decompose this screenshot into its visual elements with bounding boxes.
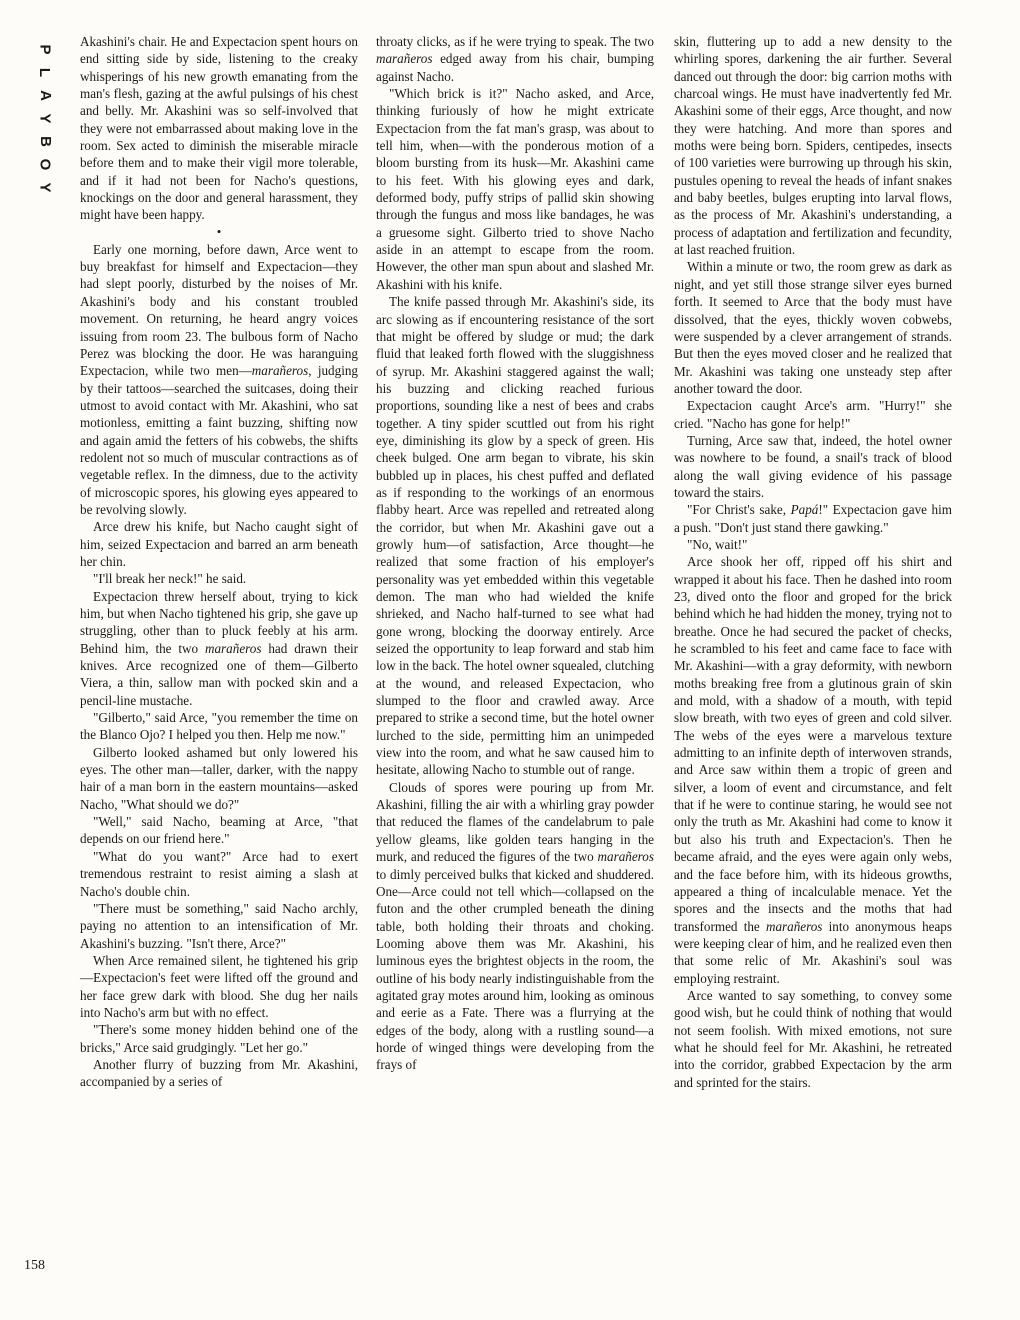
section-break-bullet: • (216, 223, 222, 239)
paragraph: skin, fluttering up to add a new density to the whirling spores, darkening the air further. Several danced out through the door: big carrion moths with charcoal wings. He must have inadvertently fed Mr. Akashini some of their eggs, Arce thought, and now they were hatching. And more than spores and moths were being born. Spiders, centipedes, insects of 100 varieties were burrowing up through his skin, pustules opening to reveal the heads of infant snakes and baby beetles, bulges erupting into larval flows, as the process of Mr. Akashini's understanding, a process of adaptation and fertilization and fecundity, at last reached fruition. (674, 34, 952, 258)
paragraph: The knife passed through Mr. Akashini's side, its arc slowing as if encountering resistance of the sort that might be offered by sludge or mud; the dark fluid that leaked forth flowed with the sluggishness of syrup. Mr. Akashini staggered against the wall; his buzzing and clicking reached furious proportions, sounding like a nest of bees and crabs together. A tiny spider scuttled out from his right eye, diminishing its glow by a speck of green. His cheek bulged. One arm began to vibrate, his skin bubbled up in places, his chest puffed and deflated as if responding to the workings of an enormous flabby heart. Arce was repelled and retreated along the corridor, but when Mr. Akashini gave out a growly hum—of satisfaction, Arce thought—he realized that some fraction of his employer's personality was yet embedded within this vegetable demon. The man who had wielded the knife shrieked, and Nacho half-turned to see what had gone wrong, blocking the doorway entirely. Arce seized the opportunity to leap forward and stab him low in the back. The hotel owner squealed, clutching at the wound, and released Expectacion, who slumped to the floor and crawled away. Arce prepared to strike a second time, but the hotel owner lurched to the side, permitting him an unimpeded view into the room, and what he saw caused him to hesitate, allowing Nacho to stumble out of range. (376, 294, 654, 778)
paragraph: Expectacion threw herself about, trying to kick him, but when Nacho tightened his grip, she gave up struggling, other than to pluck feebly at his arm. Behind him, the two marañeros had drawn their knives. Arce recognized one of them—Gilberto Viera, a thin, sallow man with pocked skin and a pencil-line mustache. (80, 588, 359, 708)
masthead-letter: A (36, 90, 54, 101)
paragraph: "For Christ's sake, Papá!" Expectacion gave him a push. "Don't just stand there gawking." (674, 502, 952, 535)
paragraph: "I'll break her neck!" he said. (93, 571, 247, 587)
paragraph: Gilberto looked ashamed but only lowered his eyes. The other man—taller, darker, with the nappy hair of a man born in the eastern mountains—asked Nacho, "What should we do?" (80, 744, 358, 812)
page-number: 158 (24, 1258, 45, 1273)
paragraph: Arce wanted to say something, to convey some good wish, but he could think of nothing that would not seem foolish. With mixed emotions, not sure what he should feel for Mr. Akashini, he retreated into the corridor, grabbed Expectacion by the arm and sprinted for the stairs. (674, 987, 952, 1090)
masthead-letter: Y (36, 113, 54, 124)
paragraph: Clouds of spores were pouring up from Mr. Akashini, filling the air with a whirling gray powder that reduced the flames of the candelabrum to pale yellow gleams, like golden tears hanging in the murk, and reduced the figures of the two marañeros to dimly perceived bulks that kicked and shuddered. One—Arce could not tell which—collapsed on the futon and the other crumpled beneath the dining table, both holding their throats and choking. Looming above them was Mr. Akashini, his luminous eyes the brightest objects in the room, the outline of his body nearly indistinguishable from the agitated gray motes around him, looking as ominous and eerie as a Fate. There was a flurrying at the edges of the body, along with a rustling sound—a horde of winged things were developing from the frays of (376, 779, 654, 1073)
masthead-letter: Y (36, 182, 54, 193)
masthead-letter: P (36, 44, 54, 55)
paragraph: "Which brick is it?" Nacho asked, and Arce, thinking furiously of how he might extricate Expectacion from the fat man's grasp, was about to tell him, when—with the ponderous motion of a bloom bursting from its husk—Mr. Akashini came to his feet. With his glowing eyes and dark, deformed body, puffy strips of pallid skin showing through the fungus and moss like bandages, he was a gruesome sight. Gilberto tried to shove Nacho aside in an attempt to escape from the room. However, the other man spun about and slashed Mr. Akashini with his knife. (376, 86, 654, 292)
paragraph: When Arce remained silent, he tightened his grip—Expectacion's feet were lifted off the ground and her face grew dark with blood. She dug her nails into Nacho's arm but with no effect. (80, 952, 358, 1020)
paragraph: Early one morning, before dawn, Arce went to buy breakfast for himself and Expectacion—they had slept poorly, disturbed by the noises of Mr. Akashini's body and his constant troubled movement. On returning, he heard angry voices issuing from room 23. The bulbous form of Nacho Perez was blocking the door. He was haranguing Expectacion, while two men—marañeros, judging by their tattoos—searched the suitcases, doing their utmost to avoid contact with Mr. Akashini, who sat motionless, emitting a faint buzzing, shifting now and again amid the fetters of his cobwebs, the shifts redolent not so much of muscular contractions as of vegetable reflex. In the dimness, due to the activity of microscopic spores, his glowing eyes appeared to be revolving slowly. (80, 241, 358, 517)
paragraph: "What do you want?" Arce had to exert tremendous restraint to resist aiming a slash at Nacho's double chin. (80, 848, 358, 899)
masthead-letter: L (36, 67, 54, 78)
paragraph: Akashini's chair. He and Expectacion spent hours on end sitting side by side, listening to the creaky whisperings of his new growth emanating from the man's flesh, gazing at the awful pulsings of his chest and belly. Mr. Akashini was so self-involved that they were not embarrassed about making love in the room. Sex acted to diminish the miserable miracle before them and to make their vigil more tolerable, and if it had not been for Nacho's questions, knockings on the door and general harassment, they might have been happy. (80, 34, 358, 223)
paragraph: Expectacion caught Arce's arm. "Hurry!" she cried. "Nacho has gone for help!" (674, 398, 952, 431)
paragraph: Arce drew his knife, but Nacho caught sight of him, seized Expectacion and barred an arm beneath her chin. (80, 519, 358, 569)
masthead-letter: B (36, 136, 54, 147)
paragraph: "Well," said Nacho, beaming at Arce, "that depends on our friend here." (80, 814, 358, 847)
paragraph: throaty clicks, as if he were trying to speak. The two marañeros edged away from his chair, bumping against Nacho. (376, 34, 654, 84)
paragraph: "No, wait!" (687, 536, 748, 552)
magazine-masthead (34, 38, 56, 199)
paragraph: "There must be something," said Nacho archly, paying no attention to an intensification of Mr. Akashini's buzzing. "Isn't there, Arce?" (80, 900, 358, 951)
paragraph: Within a minute or two, the room grew as dark as night, and yet still those strange silver eyes burned forth. It seemed to Arce that the body must have dissolved, that the eyes, thickly woven cobwebs, were suspended by a clever arrangement of strands. But then the eyes moved closer and he realized that Mr. Akashini was taking one unsteady step after another toward the door. (674, 259, 952, 396)
paragraph: Turning, Arce saw that, indeed, the hotel owner was nowhere to be found, a snail's track of blood along the wall giving evidence of his passage toward the stairs. (674, 432, 952, 500)
masthead-letter: O (36, 158, 54, 171)
paragraph: "There's some money hidden behind one of the bricks," Arce said grudgingly. "Let her go." (80, 1022, 358, 1055)
text-column-1 (80, 33, 358, 1091)
paragraph: "Gilberto," said Arce, "you remember the time on the Blanco Ojo? I helped you then. Help me now." (80, 710, 358, 743)
paragraph: Arce shook her off, ripped off his shirt and wrapped it about his face. Then he dashed into room 23, dived onto the floor and groped for the brick behind which he had hidden the money, trying not to breathe. Once he had secured the packet of checks, he scrambled to his feet and came face to face with Mr. Akashini—with a gray deformity, with newborn moths breaking free from a glutinous grain of skin and mold, with a shadow of a mouth, with tepid slow breath, with two eyes of green and cold silver. The webs of the eyes were a marvelous texture admitting to an infinite depth of interwoven strands, and Arce saw within them a tropic of green and silver, a loom of event and circumstance, and felt that if he were to continue staring, he would see not only the truth as Mr. Akashini had come to know it but also his truth and Expectacion's. Then he became afraid, and the eyes were again only webs, and the face before him, with its hideous growths, appeared a thing of incalculable menace. Yet the spores and the insects and the moths that had transformed the marañeros into anonymous heaps were keeping clear of him, and he realized even then that some relic of Mr. Akashini's soul was employing restraint. (674, 554, 952, 986)
text-column-2 (376, 33, 654, 1074)
paragraph: Another flurry of buzzing from Mr. Akashini, accompanied by a series of (80, 1056, 358, 1090)
text-column-3 (674, 33, 952, 1091)
